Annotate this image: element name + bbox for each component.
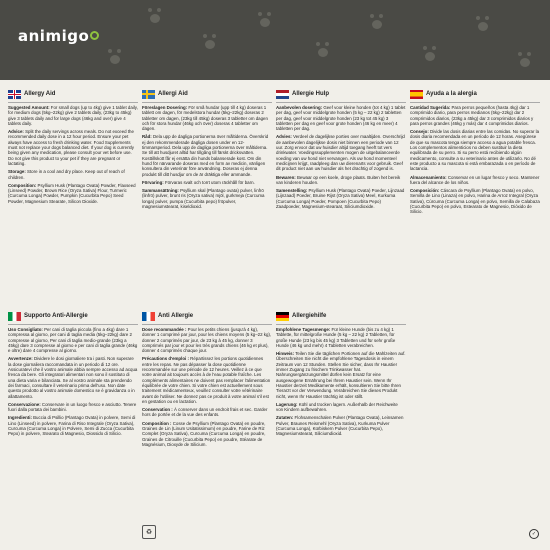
section-it (8, 310, 138, 544)
storage-paragraph: Lagerung: Kühl und trocken lagern. Außerhalb der Reichweite von Kindern aufbewahren. (276, 401, 398, 413)
advice-paragraph: Avvertenze: Dividere le dosi giornaliere tra i pasti. Non superare la dose giornaliera raccomandata in un periodo di 12 ore. Assicuratevi che il vostro animale abbia sempre accesso ad acqua fresca da bere. Gli integratori alimentari non sono il sostituto di una dieta varia e bilanciata. Se al vostro animale sta prendendo dei farmaci, consultare il veterinario prima dell'uso. Non date questo prodotto al vostro animale domestico se è gravidanza o in allattamento. (8, 356, 138, 399)
certification-mark: ✓ (529, 529, 539, 539)
composition-paragraph: Sammansättning: Psyllium skal (Plantago ovata) pulver, linfrö (linfrö) pulver, brunt ris (Oryza sativa) mjöl, gurkmeja (Curcuma longa) pulver, pumpa (Cucurbita pepo) fröpulver, magnesiumstearat, kiseldioxid. (142, 188, 265, 210)
composition-paragraph: Composition : Cosse de Psyllium (Plantago Ovata) en poudre, Graines de Lin (Linum Usitatissimum) en poudre, Farine de Riz Complet (Oryza Sativa), Curcuma (Curcuma Longa) en poudre, Graines de Citrouille (Cucurbita Pepo) en poudre, Stéarate de Magnésium, Dioxyde de Silicium. (142, 420, 266, 447)
brand-logo: animigo (18, 27, 99, 45)
divider (142, 324, 272, 325)
section-sv (142, 88, 272, 304)
section-title: Supporto Anti-Allergie (8, 310, 138, 322)
section-es (410, 88, 540, 304)
divider (142, 102, 272, 103)
france-flag-icon (142, 312, 155, 321)
divider (276, 324, 406, 325)
storage-paragraph: Bewaren: Bewaar op een koele, droge plaats. Buiten het bereik van kinderen houden. (276, 174, 401, 185)
header-banner (0, 0, 550, 80)
dosage-paragraph: Aanbevolen dosering: Geef voor kleine honden (tot 4 kg) 1 tablet per dag, geef voor middelgrote honden (5 kg – 22 kg) 2 tabletten per dag, geef voor middelgrote honden (23 kg tot 45 kg) 3 tabletten per dag en geef voor grote honden (46 kg en meer) 4 tabletten per dag. (276, 105, 406, 132)
advice-paragraph: Hinweis: Teilen Sie die täglichen Portionen auf die Mahlzeiten auf. Überschreiten Sie nicht die empfohlene Tagesdosis in einem Zeitraum von 12 Stunden. Stellen Sie sicher, dass Ihr Haustier immer Zugang zu frischem Trinkwasser hat. Nahrungsergänzungsmittel dürfen kein Ersatz für eine ausgewogene Ernährung bei Ihrem Haustier sein. Wenn Ihr Haustier derzeit Medikamente erhält, konsultieren Sie bitte Ihren Tierarzt vor der Verwendung. Verabreichen Sie dieses Produkt nicht, wenn Ihr Haustier trächtig ist oder stillt. (276, 351, 406, 399)
dosage-paragraph: Suggested Amount: For small dogs (up to 4kg) give 1 tablet daily, for medium dogs (5kg–22kg) give 2 tablets daily, (23kg to 45kg) give 3 tablets daily and for large dogs (46kg and over) give 4 tablets daily. (8, 105, 138, 126)
composition-paragraph: Zutaten: Flohsamenschalen Pulver (Plantago Ovata), Leinsamen Pulver, Braunes Reismehl (Oryza Sativa), Kurkuma Pulver (Curcuma Longa), Kürbiskern Pulver (Cucurbita Pepo), Magnesiumstearat, Siliciumdioxid. (276, 415, 404, 437)
dosage-paragraph: Uso Consigliato: Per cani di taglia piccola (fino a 4kg) dare 1 compressa al giorno, per cani di taglia media (5kg–22kg) dare 2 compresse al giorno, Per cani di taglia medio-grande (23kg a 45kg) dare 3 compresse al giorno e per cani di taglia grande (46kg e oltre) dare 4 compresse al giorno. (8, 327, 138, 354)
section-nl (276, 88, 406, 304)
section-title: Ayuda a la alergia (410, 88, 540, 100)
logo-mark-icon (90, 31, 99, 40)
uk-flag-icon (8, 90, 21, 99)
storage-paragraph: Conservazione: Conservare in un luogo fresco e asciutto. Tenere fuori dalla portata dei bambini. (8, 401, 137, 413)
recycle-icon-box: ♻ (142, 525, 156, 539)
storage-paragraph: Almacenamiento: Conservar en un lugar fresco y seco. Mantener fuera del alcance de los niños. (410, 174, 540, 185)
divider (8, 324, 138, 325)
section-en (8, 88, 138, 304)
netherlands-flag-icon (276, 90, 289, 99)
italy-flag-icon (8, 312, 21, 321)
storage-paragraph: Förvaring: Förvaras svalt och torrt utom räckhåll för barn. (142, 179, 255, 185)
sweden-flag-icon (142, 90, 155, 99)
dosage-paragraph: Föreslagen Dosering: För små hundar (upp till 4 kg) doseras 1 tablett om dagen, för medelstora hundar (5kg–22kg) doseras 2 tabletter om dagen, (23kg till 45kg) doseras 3 tabletter om dagen och för stora hundar (46kg och över) doseras 4 tabletter om dagen. (142, 105, 268, 132)
composition-paragraph: Composition: Psyllium Husk (Plantago Ovata) Powder, Flaxseed (Linseed) Powder, Brown Rice (Oryza Sativa) Flour, Turmeric (Curcuma Longa) Powder, Pumpkin (Cucurbita Pepo) Seed Powder, Magnesium Stearate, Silicon Dioxide. (8, 182, 136, 204)
section-title: Allergi Aid (142, 88, 272, 100)
storage-paragraph: Storage: Store in a cool and dry place. Keep out of reach of children. (8, 169, 125, 180)
section-title: Allergiehilfe (276, 310, 406, 322)
divider (8, 102, 138, 103)
section-fr (142, 310, 272, 544)
section-title: Allergie Hulp (276, 88, 406, 100)
composition-paragraph: Ingredienti: Buccia di Psillio (Plantago Ovata) in polvere, Semi di Lino (Linseed) in polvere, Farina di Riso Integrale (Oryza Sativa), Curcuma (Curcuma Longa) in Polvere, Semi di Zucca (Cucurbita Pepo) in polvere, Stearato di Magnesio, Diossido di Silicio. (8, 415, 136, 437)
label-grid (8, 88, 542, 544)
dosage-paragraph: Dose recommandée : Pour les petits chiens (jusqu'à 4 kg), donner 1 comprimé par jour, pour les chiens moyens (5 kg–22 kg), donner 2 comprimés par jour, de 23 kg à 45 kg, donner 3 comprimés par jour et pour les très grands chiens (46 kg et plus), donner 4 comprimés chaque jour. (142, 327, 272, 354)
germany-flag-icon (276, 312, 289, 321)
divider (410, 102, 540, 103)
advice-paragraph: Consejo: Divide las dosis diarias entre las comidas. No superar la dosis diaria recomendada en un período de 12 horas. Asegúrese de que su mascota tenga siempre acceso a agua potable fresca. Los complementos alimenticios no deben sustituir la dieta equilibrada de su perro. Si su perro está recibiendo algún medicamento, consulte a su veterinario antes de utilizarlo. No dé este producto a su mascota si está embarazada o en período de lactancia. (410, 129, 540, 172)
recycle-icon (142, 524, 156, 540)
advice-paragraph: Précautions d'emploi : Répartissez les portions quotidiennes entre les repas. Ne pas dépasser la dose quotidienne recommandée sur une période de 12 heures. Veillez à ce que votre animal ait toujours accès à de l'eau potable fraîche. Les compléments alimentaires ne doivent pas remplacer l'alimentation équilibrée de votre chien. Si votre chien est actuellement sous traitement médicamenteux, veuillez consulter votre vétérinaire avant de l'utiliser. Ne donnez pas ce produit à votre animal s'il est en gestation ou en lactation. (142, 356, 271, 404)
storage-paragraph: Conservation : À conserver dans un endroit frais et sec. Garder hors de portée et de la vue des enfants. (142, 407, 268, 418)
advice-paragraph: Advice: Split the daily servings across meals. Do not exceed the recommended daily dose in a 12 hour period. Ensure your pet always have access to fresh drinking water. Food Supplements must not replace your dogs balanced diet. If your dog is currently being given any medication, please consult your vet before use. Do not give this product to your pet if they are pregnant or lactating. (8, 129, 134, 166)
composition-paragraph: Composición: Cáscara de Psyllium (Plantago Ovata) en polvo, Semilla de Lino (Linaza) en polvo, Harina de Arroz Integral (Oryza Sativa), Cúrcuma (Curcuma Longa) en polvo, Semilla de Calabaza (Cucurbita Pepo) en polvo, Estearato de Magnesio, Dióxido de Silicio. (410, 188, 540, 215)
composition-paragraph: Samenstelling: Psyllium Husk (Plantago Ovata) Poeder, Lijnzaad (Lijnzaad) Poeder, Bruine Rijst (Oryza Sativa) Meel, Kurkuma (Curcuma Longa) Poeder, Pompoen (Cucurbita Pepo) Zaadpoeder, Magnesium-stearaat, Siliciumdioxide. (276, 188, 405, 210)
advice-paragraph: Advies: Verdeel de dagelijkse porties over maaltijden. Overschrijd de aanbevolen dagelijkse dosis niet binnen een periode van 12 uur. Zorg ervoor dat uw huisdier altijd toegang heeft tot vers drinkwater. Voedingssupplementen mogen de uitgebalanceerde voeding van uw hond niet vervangen. Als uw hond momenteel medicijnen krijgt, raadpleeg dan uw dierenarts voor gebruik. Geef dit product niet aan uw huisdier als het drachtig of zogend is. (276, 134, 405, 172)
dosage-paragraph: Empfohlene Tagesmenge: Für kleine Hunde (bis zu 4 kg) 1 Tablette, für mittelgroße Hunde (5 kg – 22 kg) 2 Tabletten, für große Hunde (23 kg bis 45 kg) 3 Tabletten und für sehr große Hunde (46 kg und mehr) 4 Tabletten verabreichen. (276, 327, 396, 348)
certification-icon (528, 528, 540, 540)
section-de (276, 310, 406, 544)
spain-flag-icon (410, 90, 423, 99)
dosage-paragraph: Cantidad Sugerida: Para perros pequeños (hasta 4kg) dar 1 comprimido diario, para perros medianos (5kg–22kg) dar 2 comprimidos diarios, (23kg a 45kg) dar 3 comprimidos diarios y para perros grandes (46kg y más) dar 4 comprimidos diarios. (410, 105, 534, 126)
section-title: Allergy Aid (8, 88, 138, 100)
advice-paragraph: Råd: Dela upp de dagliga portionerna över måltiderna. Överskrid ej den rekommenderade dagliga dosen under en 12-timmarsperiod. Dela upp de dagliga portionerna över måltiderna. Se till att husdjuret alltid har tillgång till färskt dricksvatten. Kosttillskott får ej ersätta din hunds balanserade kost. Om din hund för närvarande doseras med en form av medicin, vänligen konsultera din veterinär före användning. Doseras ej denna produkt till ditt husdjur om de är dräktiga eller ammande. (142, 134, 269, 177)
section-title: Anti Allergie (142, 310, 272, 322)
divider (276, 102, 406, 103)
